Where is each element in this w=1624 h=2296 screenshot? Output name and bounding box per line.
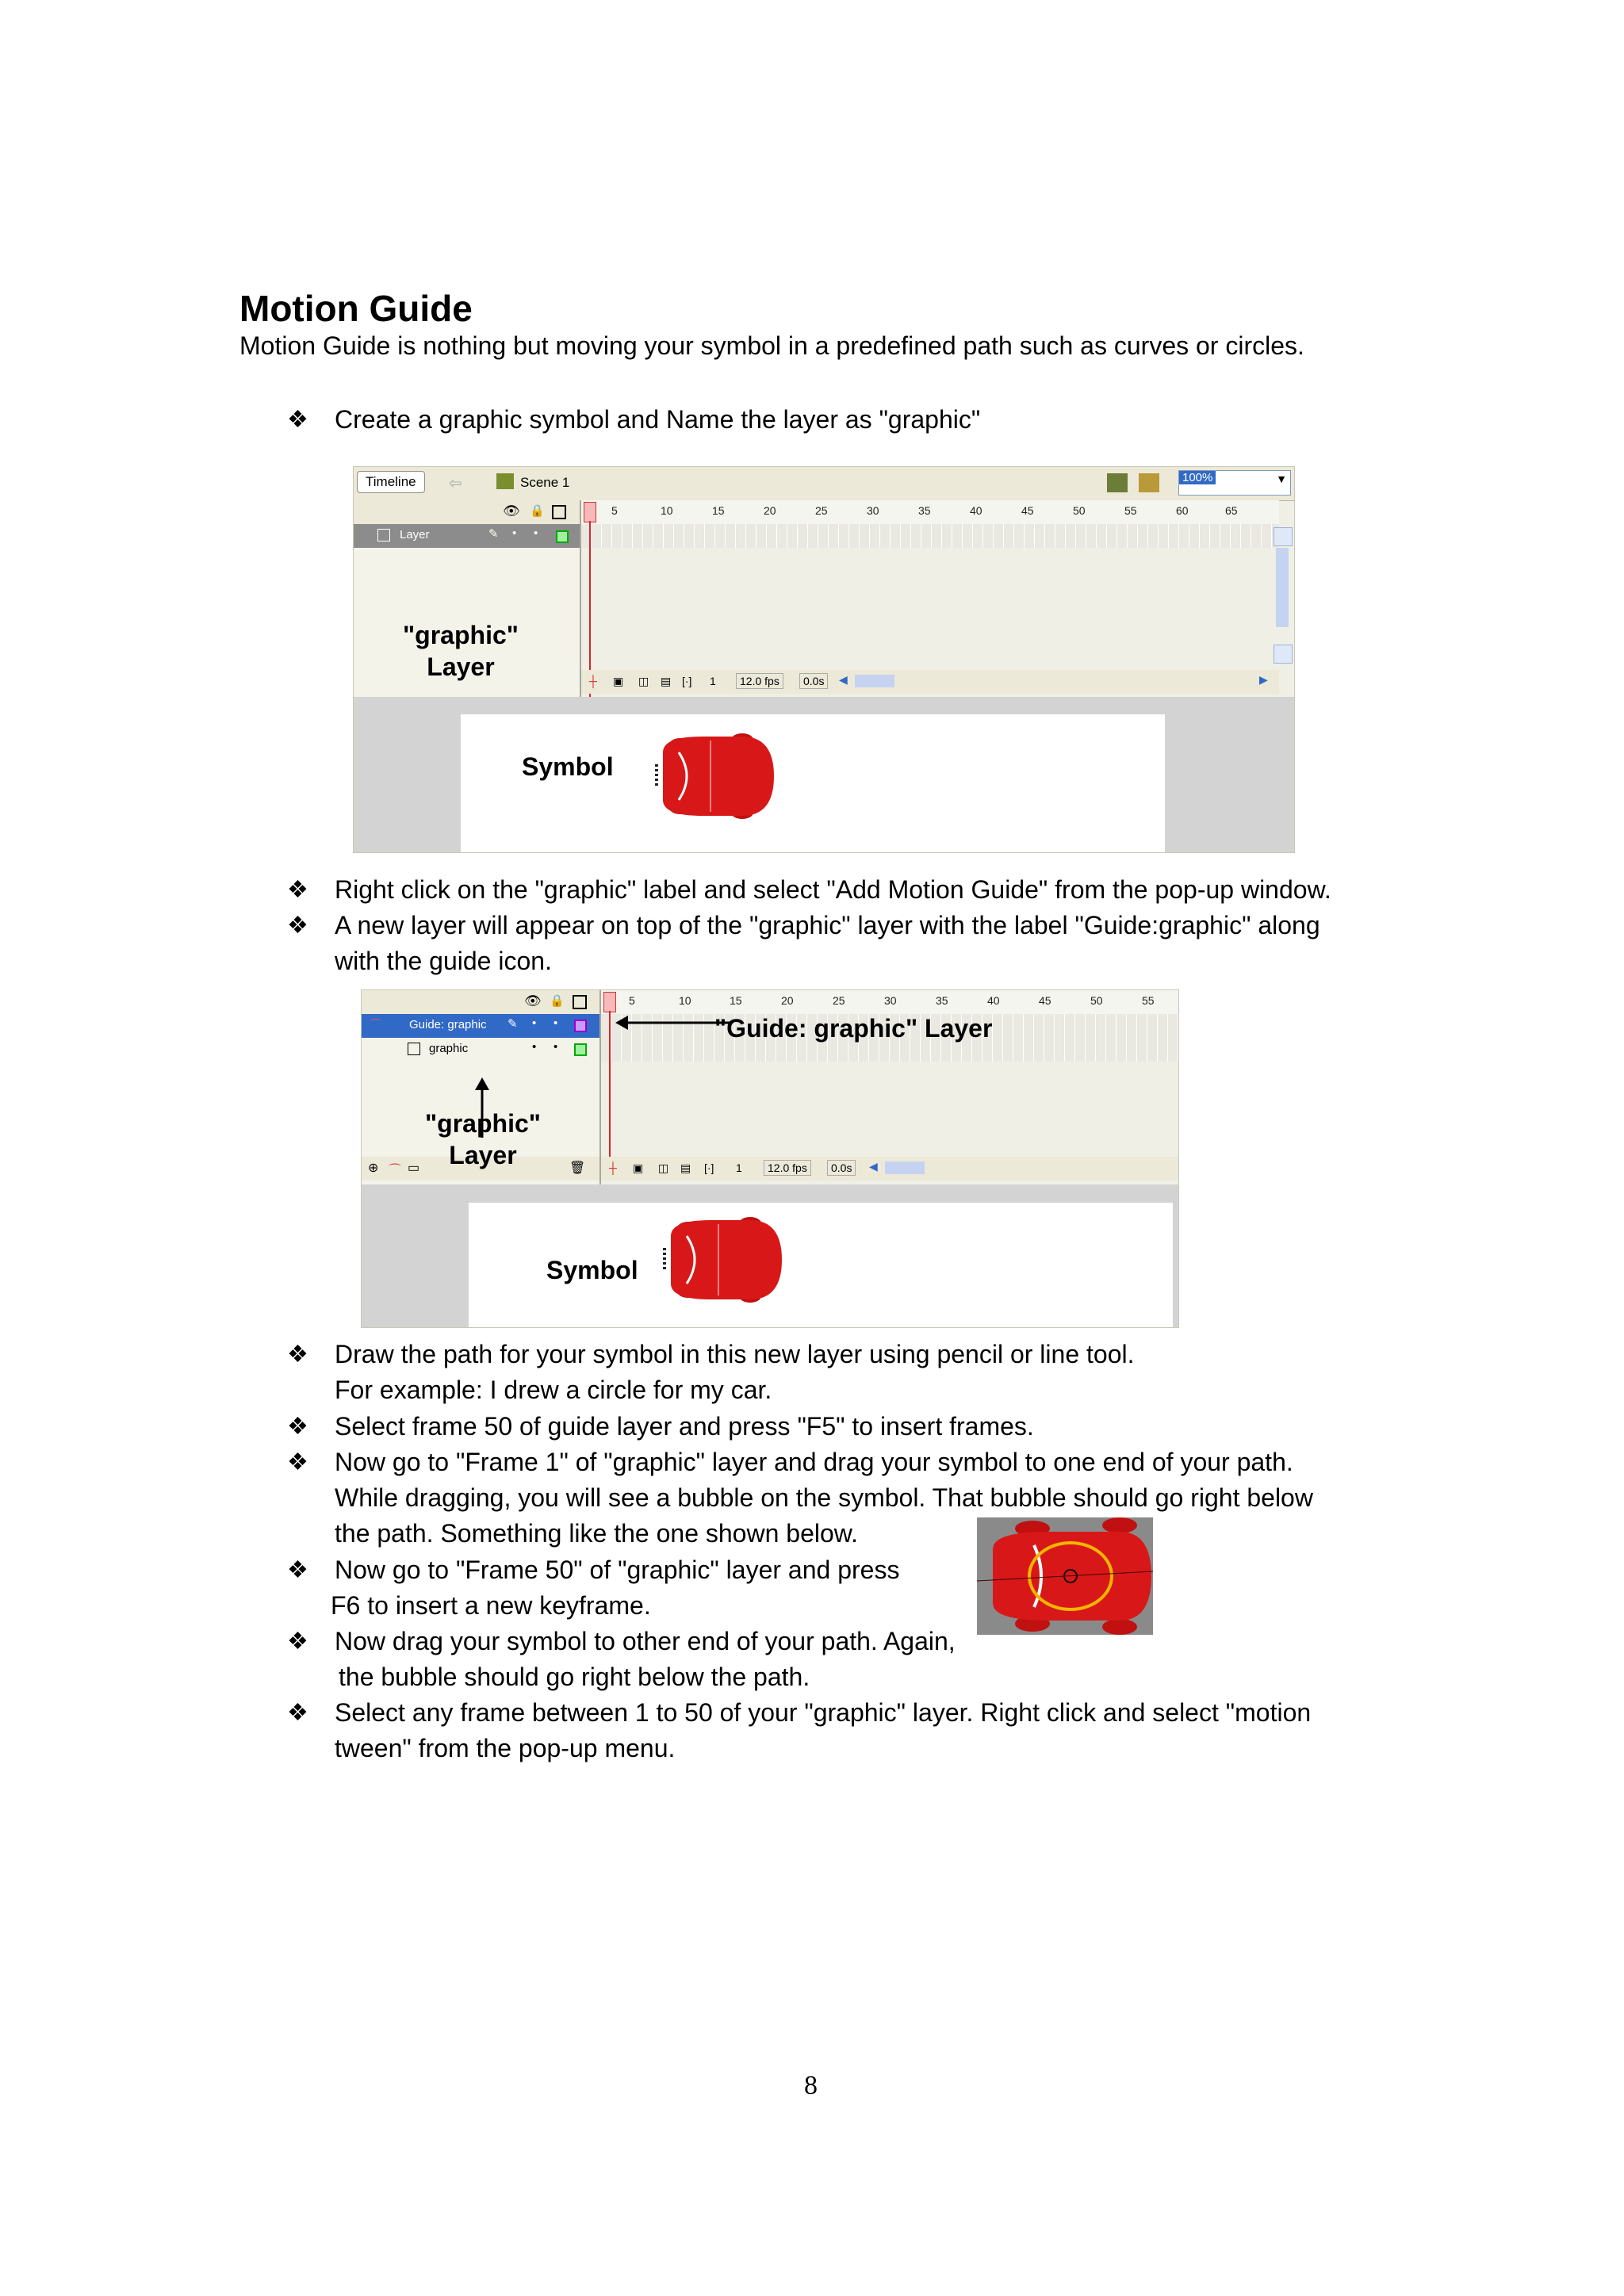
scroll-right-icon[interactable]: ▶ <box>1259 673 1268 686</box>
onion-markers-icon[interactable]: [·] <box>704 1161 714 1174</box>
zoom-select[interactable] <box>1178 470 1291 496</box>
frame-ruler <box>581 500 1279 525</box>
vertical-scrollbar[interactable] <box>1276 548 1289 627</box>
step-text: Select frame 50 of guide layer and press "F5" to insert frames. <box>335 1412 1034 1441</box>
scroll-down-button[interactable] <box>1274 645 1293 664</box>
page-title: Motion Guide <box>239 288 473 329</box>
elapsed-time: 0.0s <box>799 673 828 689</box>
bullet-marker: ❖ <box>287 1628 308 1655</box>
onion-skin-icon[interactable]: ▣ <box>633 1161 644 1174</box>
bullet-marker: ❖ <box>287 407 308 433</box>
horizontal-scrollbar[interactable] <box>855 675 894 687</box>
bullet-marker: ❖ <box>287 1557 308 1583</box>
current-frame: 1 <box>710 675 716 687</box>
scroll-left-icon[interactable]: ◀ <box>869 1160 878 1173</box>
layer-icon <box>377 529 390 541</box>
timeline-tab[interactable]: Timeline <box>357 471 425 493</box>
lock-dot[interactable]: • <box>534 526 538 540</box>
timeline-screenshot-1 <box>353 466 1295 853</box>
timeline-toolbar <box>354 467 1294 501</box>
ruler-tick: 50 <box>1090 994 1103 1007</box>
ruler-tick: 45 <box>1039 994 1051 1007</box>
ruler-tick: 15 <box>712 504 725 517</box>
scroll-left-icon[interactable]: ◀ <box>839 673 848 686</box>
visible-dot[interactable]: • <box>532 1040 537 1054</box>
onion-markers-icon[interactable]: [·] <box>682 675 692 687</box>
ruler-tick: 25 <box>833 994 845 1007</box>
step-text: Select any frame between 1 to 50 of your "graphic" layer. Right click and select "motion <box>335 1698 1312 1727</box>
page-number: 8 <box>804 2071 818 2100</box>
timeline-status-bar <box>581 670 1279 694</box>
eye-icon[interactable]: 👁 <box>524 993 542 1008</box>
ruler-tick: 20 <box>781 994 794 1007</box>
step-text: the bubble should go right below the path. <box>339 1663 810 1691</box>
layer-name: Guide: graphic <box>409 1018 487 1031</box>
edit-scene-icon[interactable] <box>1107 473 1128 492</box>
step-text: Now go to "Frame 50" of "graphic" layer and press <box>335 1556 900 1584</box>
pencil-icon: ✎ <box>488 527 499 541</box>
intro-paragraph: Motion Guide is nothing but moving your symbol in a predefined path such as curves or circles. <box>239 331 1304 360</box>
current-frame: 1 <box>736 1161 742 1174</box>
edit-multiple-icon[interactable]: ▤ <box>661 675 672 687</box>
step-text: F6 to insert a new keyframe. <box>331 1591 651 1620</box>
ruler-tick: 10 <box>661 504 673 517</box>
outline-color-swatch[interactable] <box>574 1020 587 1032</box>
step-text: Now drag your symbol to other end of your path. Again, <box>335 1627 956 1655</box>
layer-name: graphic <box>429 1042 469 1055</box>
ruler-tick: 55 <box>1142 994 1155 1007</box>
insert-folder-icon[interactable]: ▭ <box>408 1161 420 1175</box>
ruler-tick: 55 <box>1124 504 1137 517</box>
ruler-tick: 30 <box>867 504 879 517</box>
stage-canvas <box>461 714 1165 852</box>
pencil-icon: ✎ <box>508 1017 518 1031</box>
back-arrow-icon[interactable]: ⇦ <box>449 475 462 492</box>
ruler-tick: 40 <box>987 994 1000 1007</box>
ruler-tick: 45 <box>1021 504 1034 517</box>
callout-line: "graphic" <box>403 621 519 649</box>
scene-label: Scene 1 <box>520 475 570 490</box>
outline-color-swatch[interactable] <box>556 530 569 543</box>
elapsed-time: 0.0s <box>827 1160 856 1176</box>
center-frame-icon[interactable]: ┼ <box>609 1161 617 1174</box>
ruler-tick: 30 <box>884 994 897 1007</box>
zoom-value: 100% <box>1179 471 1216 484</box>
step-text: tween" from the pop-up menu. <box>335 1734 676 1762</box>
center-frame-icon[interactable]: ┼ <box>589 675 597 687</box>
step-text: the path. Something like the one shown below. <box>335 1519 858 1548</box>
car-symbol <box>655 1212 790 1307</box>
visible-dot[interactable]: • <box>512 526 517 540</box>
guide-callout: "Guide: graphic" Layer <box>714 1014 993 1043</box>
layer-callout <box>425 1108 541 1171</box>
horizontal-scrollbar[interactable] <box>885 1161 925 1174</box>
bullet-marker: ❖ <box>287 1341 308 1368</box>
callout-line: Layer <box>449 1141 517 1169</box>
visible-dot[interactable]: • <box>532 1016 537 1030</box>
layer-callout <box>403 619 519 683</box>
layer-icon <box>408 1043 420 1055</box>
step-text: with the guide icon. <box>335 947 552 975</box>
edit-multiple-icon[interactable]: ▤ <box>680 1161 691 1174</box>
ruler-tick: 40 <box>970 504 982 517</box>
add-motion-guide-icon[interactable]: ⌒ <box>389 1164 402 1177</box>
onion-skin-icon[interactable]: ▣ <box>613 675 624 687</box>
bullet-marker: ❖ <box>287 913 308 939</box>
scroll-up-button[interactable] <box>1274 527 1293 546</box>
trash-icon[interactable]: 🗑 <box>569 1161 586 1175</box>
car-bubble-illustration <box>977 1517 1153 1635</box>
bullet-marker: ❖ <box>287 1449 308 1475</box>
outline-icon[interactable] <box>552 505 566 519</box>
playhead-handle[interactable] <box>603 992 616 1012</box>
eye-icon[interactable]: 👁 <box>503 503 520 519</box>
layer-row[interactable] <box>354 524 580 548</box>
timeline-screenshot-2 <box>361 989 1179 1328</box>
playhead-handle[interactable] <box>584 502 596 522</box>
guide-icon: ⌒ <box>370 1019 382 1032</box>
layer-header <box>362 990 599 1014</box>
layer-row-graphic[interactable] <box>362 1038 599 1062</box>
ruler-tick: 35 <box>918 504 931 517</box>
ruler-tick: 15 <box>730 994 742 1007</box>
ruler-tick: 5 <box>611 504 618 517</box>
chevron-down-icon: ▼ <box>1276 473 1287 485</box>
layer-name: Layer <box>400 528 430 541</box>
insert-layer-icon[interactable]: ⊕ <box>368 1161 379 1175</box>
ruler-tick: 20 <box>764 504 776 517</box>
ruler-tick: 10 <box>679 994 691 1007</box>
step-text: Draw the path for your symbol in this new layer using pencil or line tool. <box>335 1340 1135 1368</box>
step-text: A new layer will appear on top of the "graphic" layer with the label "Guide:graphic" along <box>335 911 1320 939</box>
lock-dot[interactable]: • <box>553 1016 558 1030</box>
timeline-status-bar <box>601 1157 1178 1181</box>
edit-symbol-icon[interactable] <box>1139 473 1159 492</box>
bullet-marker: ❖ <box>287 877 308 903</box>
ruler-tick: 50 <box>1073 504 1086 517</box>
bullet-marker: ❖ <box>287 1700 308 1726</box>
frame-rate: 12.0 fps <box>764 1160 811 1176</box>
lock-icon[interactable]: 🔒 <box>530 504 545 518</box>
ruler-tick: 35 <box>936 994 948 1007</box>
car-symbol <box>647 729 782 824</box>
ruler-tick: 65 <box>1225 504 1238 517</box>
lock-dot[interactable]: • <box>553 1040 558 1054</box>
callout-line: "graphic" <box>425 1109 541 1138</box>
layer-header <box>354 500 580 525</box>
outline-icon[interactable] <box>573 995 587 1009</box>
frame-row[interactable] <box>581 524 1279 548</box>
frame-rate: 12.0 fps <box>736 673 783 689</box>
scene-icon <box>496 473 514 489</box>
step-text: While dragging, you will see a bubble on the symbol. That bubble should go right below <box>335 1483 1313 1512</box>
step-text: Now go to "Frame 1" of "graphic" layer and drag your symbol to one end of your path. <box>335 1448 1293 1476</box>
ruler-tick: 5 <box>629 994 635 1007</box>
outline-color-swatch[interactable] <box>574 1043 587 1056</box>
lock-icon[interactable]: 🔒 <box>550 994 565 1008</box>
ruler-tick: 60 <box>1176 504 1189 517</box>
symbol-label: Symbol <box>546 1256 638 1284</box>
step-text: Right click on the "graphic" label and select "Add Motion Guide" from the pop-up window. <box>335 875 1331 904</box>
layer-row-guide[interactable] <box>362 1014 599 1038</box>
step-text: Create a graphic symbol and Name the layer as "graphic" <box>335 405 981 434</box>
bullet-marker: ❖ <box>287 1414 308 1440</box>
onion-outline-icon[interactable]: ◫ <box>638 675 649 687</box>
step-text: For example: I drew a circle for my car. <box>335 1376 772 1404</box>
onion-outline-icon[interactable]: ◫ <box>658 1161 669 1174</box>
symbol-label: Symbol <box>522 752 614 781</box>
playhead-line <box>609 1011 611 1177</box>
callout-line: Layer <box>427 652 495 681</box>
ruler-tick: 25 <box>815 504 828 517</box>
